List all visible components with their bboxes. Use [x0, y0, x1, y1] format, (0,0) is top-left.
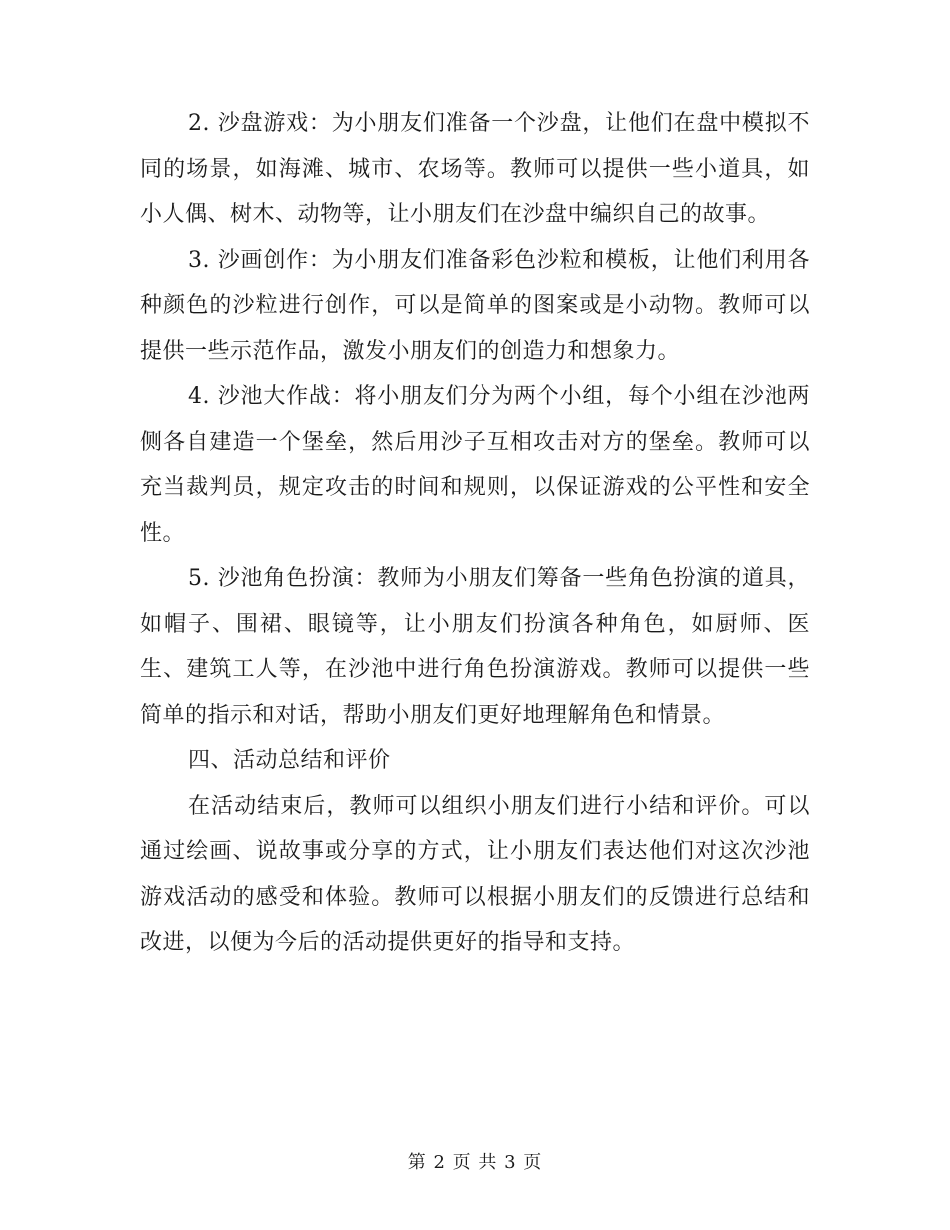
paragraph-sand-tray-game: 2. 沙盘游戏：为小朋友们准备一个沙盘，让他们在盘中模拟不同的场景，如海滩、城市、农场等。教师可以提供一些小道具，如小人偶、树木、动物等，让小朋友们在沙盘中编织自己的故事。	[140, 111, 810, 227]
paragraph-sand-art: 3. 沙画创作：为小朋友们准备彩色沙粒和模板，让他们利用各种颜色的沙粒进行创作，可以是简单的图案或是小动物。教师可以提供一些示范作品，激发小朋友们的创造力和想象力。	[140, 247, 810, 364]
paragraph-role-play: 5. 沙池角色扮演：教师为小朋友们筹备一些角色扮演的道具，如帽子、围裙、眼镜等，让小朋友们扮演各种角色，如厨师、医生、建筑工人等，在沙池中进行角色扮演游戏。教师可以提供一些简单的指示和对话，帮助小朋友们更好地理解角色和情景。	[140, 566, 810, 728]
section-heading: 四、活动总结和评价	[188, 748, 391, 773]
page-number-footer: 第 2 页 共 3 页	[407, 1152, 543, 1173]
paragraph-sand-battle: 4. 沙池大作战：将小朋友们分为两个小组，每个小组在沙池两侧各自建造一个堡垒，然后用沙子互相攻击对方的堡垒。教师可以充当裁判员，规定攻击的时间和规则，以保证游戏的公平性和安全性。	[140, 384, 810, 546]
document-body	[140, 101, 810, 966]
paragraph-summary: 在活动结束后，教师可以组织小朋友们进行小结和评价。可以通过绘画、说故事或分享的方式，让小朋友们表达他们对这次沙池游戏活动的感受和体验。教师可以根据小朋友们的反馈进行总结和改进，以便为今后的活动提供更好的指导和支持。	[140, 793, 810, 955]
